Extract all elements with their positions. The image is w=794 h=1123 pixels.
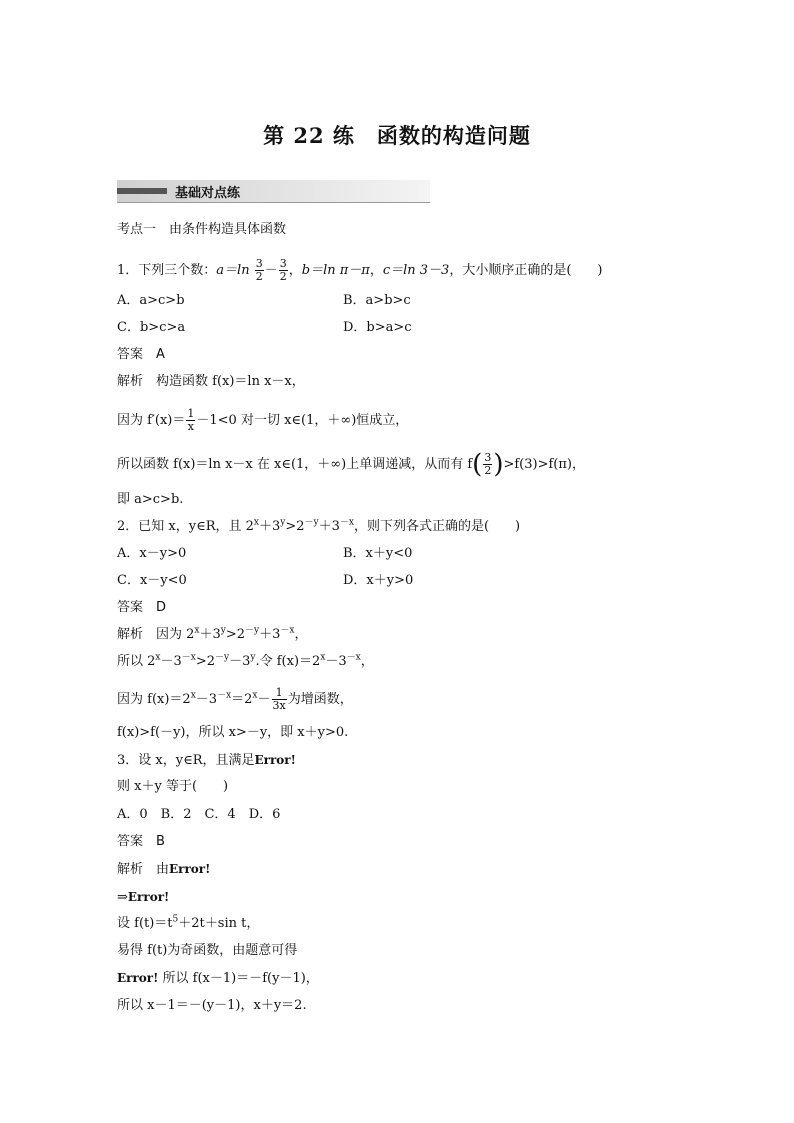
solution-line: 所以 $2^x-3^{-x}>2^{-y}-3^y$.令 $f(x)=2^x-3^{-x}$， [117, 652, 374, 669]
solution-line: 即 a>c>b. [117, 492, 184, 507]
section-title: 基础对点练 [175, 186, 241, 201]
question-number: 3． [117, 753, 139, 768]
fraction: $\frac{1}{3x}$ [272, 686, 286, 712]
option-b: B．x＋y<0 [343, 546, 413, 561]
option-a: A．x－y>0 [117, 546, 187, 561]
answer: 答案 D [117, 600, 167, 615]
options-row: A．0 B．2 C．4 D．6 [117, 807, 281, 822]
solution-line: 因为 f′(x)＝ $\frac{1}{x}$ －1<0 对一切 x∈(1，＋∞)恒成立， [117, 407, 409, 433]
option-d: D．b>a>c [343, 320, 412, 335]
solution-line: 解析 构造函数 f(x)＝ln x－x， [117, 374, 305, 389]
question-2-stem: 2．已知 x，y∈R，且 $2^x+3^y>2^{-y}+3^{-x}$，则下列各式正确的是( ) [117, 517, 521, 534]
answer: 答案 A [117, 347, 165, 362]
banner-bar [117, 188, 167, 194]
section-banner [117, 180, 430, 203]
topic-heading: 考点一 由条件构造具体函数 [117, 222, 287, 237]
solution-line: 解析 由Error! [117, 862, 211, 877]
answer: 答案 B [117, 834, 165, 849]
solution-line: 设 $f(t)=t^5+2t+\sin$ t， [117, 914, 260, 931]
error-placeholder: Error! [117, 971, 159, 985]
solution-line: 易得 f(t)为奇函数，由题意可得 [117, 943, 298, 958]
solution-line: 解析 因为 $2^x+3^y>2^{-y}+3^{-x}$， [117, 625, 308, 642]
question-1-stem: 1．下列三个数：a＝ln $\frac{3}{2}$ － $\frac{3}{2}$ ，b＝ln π－π，c＝ln 3－3，大小顺序正确的是( ) [117, 257, 603, 283]
error-placeholder: Error! [127, 890, 170, 904]
solution-line: 所以函数 f(x)＝ln x－x 在 x∈(1，＋∞)上单调递减，从而有 f( $\frac{3}{2}$ )>f(3)>f(π)， [117, 449, 585, 480]
fraction: $\frac{1}{x}$ [187, 407, 195, 433]
error-placeholder: Error! [254, 753, 296, 767]
solution-line: Error! 所以 f(x－1)＝－f(y－1)， [117, 971, 319, 986]
option-b: B．a>b>c [343, 293, 411, 308]
solution-line: 因为 $f(x)=2^x-3^{-x}=2^x-$ $\frac{1}{3x}$ 为增函数， [117, 686, 353, 712]
page-title: 第 22 练 函数的构造问题 [263, 123, 531, 148]
solution-line: f(x)>f(－y)，所以 x>－y，即 x＋y>0. [117, 725, 349, 740]
fraction: $\frac{3}{2}$ [484, 451, 492, 477]
option-a: A．a>c>b [117, 293, 185, 308]
option-c: C．x－y<0 [117, 573, 187, 588]
option-c: C．b>c>a [117, 320, 186, 335]
solution-line: ⇒Error! [117, 890, 170, 905]
error-placeholder: Error! [169, 862, 211, 876]
question-3-stem-cont: 则 x＋y 等于( ) [117, 779, 229, 794]
fraction: $\frac{3}{2}$ [279, 257, 287, 283]
question-number: 2． [117, 519, 139, 534]
solution-line: 所以 x－1＝－(y－1)，x＋y＝2. [117, 998, 307, 1013]
fraction: $\frac{3}{2}$ [255, 257, 263, 283]
question-3-stem: 3．设 x，y∈R，且满足Error! [117, 753, 296, 768]
question-number: 1． [117, 263, 139, 278]
option-d: D．x＋y>0 [343, 573, 414, 588]
